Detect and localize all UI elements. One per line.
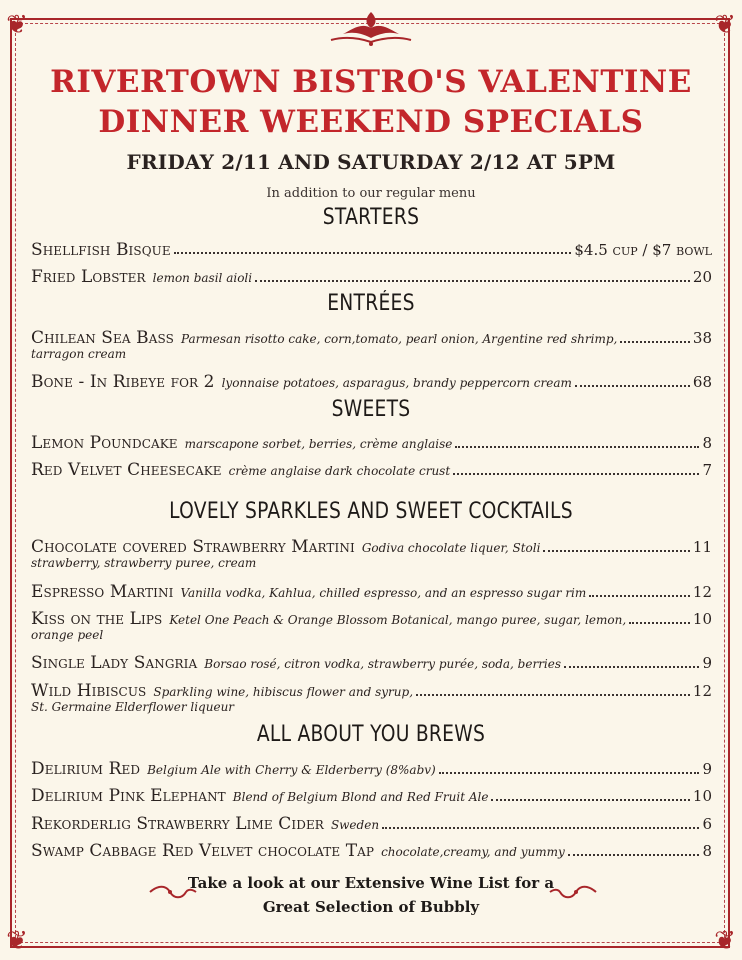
item-name: Red Velvet Cheesecake — [31, 460, 222, 480]
leader-dots — [491, 799, 689, 801]
item-description: Sparkling wine, hibiscus flower and syrup, — [153, 685, 414, 699]
menu-item — [31, 268, 712, 287]
leader-dots — [543, 550, 689, 552]
page-title-line2: DINNER WEEKEND SPECIALS — [98, 104, 644, 140]
item-price: 12 — [692, 583, 712, 601]
item-price: 20 — [692, 268, 712, 286]
menu-item — [31, 538, 712, 572]
item-price: 8 — [702, 434, 712, 452]
leader-dots — [382, 827, 699, 829]
item-name: Chilean Sea Bass — [31, 328, 174, 348]
leader-dots — [416, 694, 690, 696]
item-description: chocolate,creamy, and yummy — [381, 845, 565, 859]
menu-note: In addition to our regular menu — [266, 186, 476, 201]
leader-dots — [589, 595, 690, 597]
menu-item — [31, 329, 712, 363]
item-price: 9 — [702, 760, 712, 778]
item-description-cont: orange peel — [31, 628, 104, 642]
menu-item — [31, 654, 712, 673]
corner-flourish-icon: ❦ — [6, 926, 28, 956]
item-description: lemon basil aioli — [152, 271, 253, 285]
leader-dots — [575, 385, 690, 387]
item-description: Parmesan risotto cake, corn,tomato, pearl onion, Argentine red shrimp, — [180, 332, 618, 346]
section-heading-brews: ALL ABOUT YOU BREWS — [256, 722, 486, 747]
item-name: Wild Hibiscus — [31, 681, 147, 701]
item-price: 7 — [702, 461, 712, 479]
item-price: 6 — [702, 815, 712, 833]
section-heading-starters: STARTERS — [322, 205, 420, 230]
item-name: Single Lady Sangria — [31, 653, 198, 673]
item-description: Borsao rosé, citron vodka, strawberry purée, soda, berries — [204, 657, 562, 671]
leader-dots — [620, 341, 690, 343]
item-description: Godiva chocolate liquer, Stoli — [361, 541, 541, 555]
item-name: Kiss on the Lips — [31, 609, 163, 629]
menu-item — [31, 583, 712, 602]
item-name: Lemon Poundcake — [31, 433, 178, 453]
item-description: marscapone sorbet, berries, crème anglaise — [184, 437, 453, 451]
menu-item — [31, 434, 712, 453]
menu-item — [31, 682, 712, 716]
item-description-cont: strawberry, strawberry puree, cream — [31, 556, 257, 570]
item-price: 10 — [692, 610, 712, 628]
corner-flourish-icon: ❦ — [6, 10, 28, 40]
item-name: Delirium Red — [31, 759, 141, 779]
item-description: Vanilla vodka, Kahlua, chilled espresso, and an espresso sugar rim — [180, 586, 587, 600]
leader-dots — [453, 473, 699, 475]
item-name: Shellfish Bisque — [31, 240, 171, 260]
item-name: Delirium Pink Elephant — [31, 786, 226, 806]
item-name: Fried Lobster — [31, 267, 146, 287]
menu-item — [31, 373, 712, 392]
item-name: Swamp Cabbage Red Velvet chocolate Tap — [31, 841, 375, 861]
leader-dots — [455, 446, 699, 448]
item-name: Rekorderlig Strawberry Lime Cider — [31, 814, 324, 834]
page-title: RIVERTOWN BISTRO'S VALENTINE — [50, 64, 692, 100]
item-description: Blend of Belgium Blond and Red Fruit Ale — [232, 790, 489, 804]
item-description: crème anglaise dark chocolate crust — [228, 464, 451, 478]
item-name: Espresso Martini — [31, 582, 174, 602]
item-name: Bone - In Ribeye for 2 — [31, 372, 215, 392]
corner-flourish-icon: ❦ — [714, 10, 736, 40]
item-description: lyonnaise potatoes, asparagus, brandy peppercorn cream — [221, 376, 572, 390]
item-description: Ketel One Peach & Orange Blossom Botanical, mango puree, sugar, lemon, — [169, 613, 627, 627]
item-price: 10 — [692, 787, 712, 805]
leader-dots — [174, 252, 572, 254]
section-heading-cocktails: LOVELY SPARKLES AND SWEET COCKTAILS — [169, 499, 573, 524]
menu-item — [31, 241, 712, 259]
item-description: Belgium Ale with Cherry & Elderberry (8%abv) — [147, 763, 436, 777]
section-heading-sweets: SWEETS — [331, 397, 411, 422]
corner-flourish-icon: ❦ — [714, 926, 736, 956]
menu-item — [31, 842, 712, 861]
event-dates: FRIDAY 2/11 AND SATURDAY 2/12 AT 5PM — [126, 150, 616, 174]
item-description-cont: St. Germaine Elderflower liqueur — [31, 700, 235, 714]
item-price: 9 — [702, 654, 712, 672]
leader-dots — [564, 666, 699, 668]
item-name: Chocolate covered Strawberry Martini — [31, 537, 355, 557]
item-price: 38 — [692, 329, 712, 347]
menu-item — [31, 610, 712, 644]
footer-wine-note-line2: Great Selection of Bubbly — [262, 898, 480, 916]
menu-item — [31, 815, 712, 834]
section-heading-entrees: ENTRÉES — [327, 291, 415, 316]
item-price: $4.5 cup / $7 bowl — [574, 241, 712, 259]
item-description: Sweden — [330, 818, 380, 832]
item-price: 11 — [692, 538, 712, 556]
leader-dots — [568, 854, 700, 856]
footer-wine-note: Take a look at our Extensive Wine List for a — [187, 874, 555, 892]
item-price: 68 — [692, 373, 712, 391]
leader-dots — [255, 280, 690, 282]
menu-item — [31, 760, 712, 779]
item-description-cont: tarragon cream — [31, 347, 127, 361]
ornament-icon — [321, 8, 421, 48]
leader-dots — [629, 622, 690, 624]
menu-item — [31, 461, 712, 480]
item-price: 8 — [702, 842, 712, 860]
item-price: 12 — [692, 682, 712, 700]
leader-dots — [439, 772, 700, 774]
menu-item — [31, 787, 712, 806]
